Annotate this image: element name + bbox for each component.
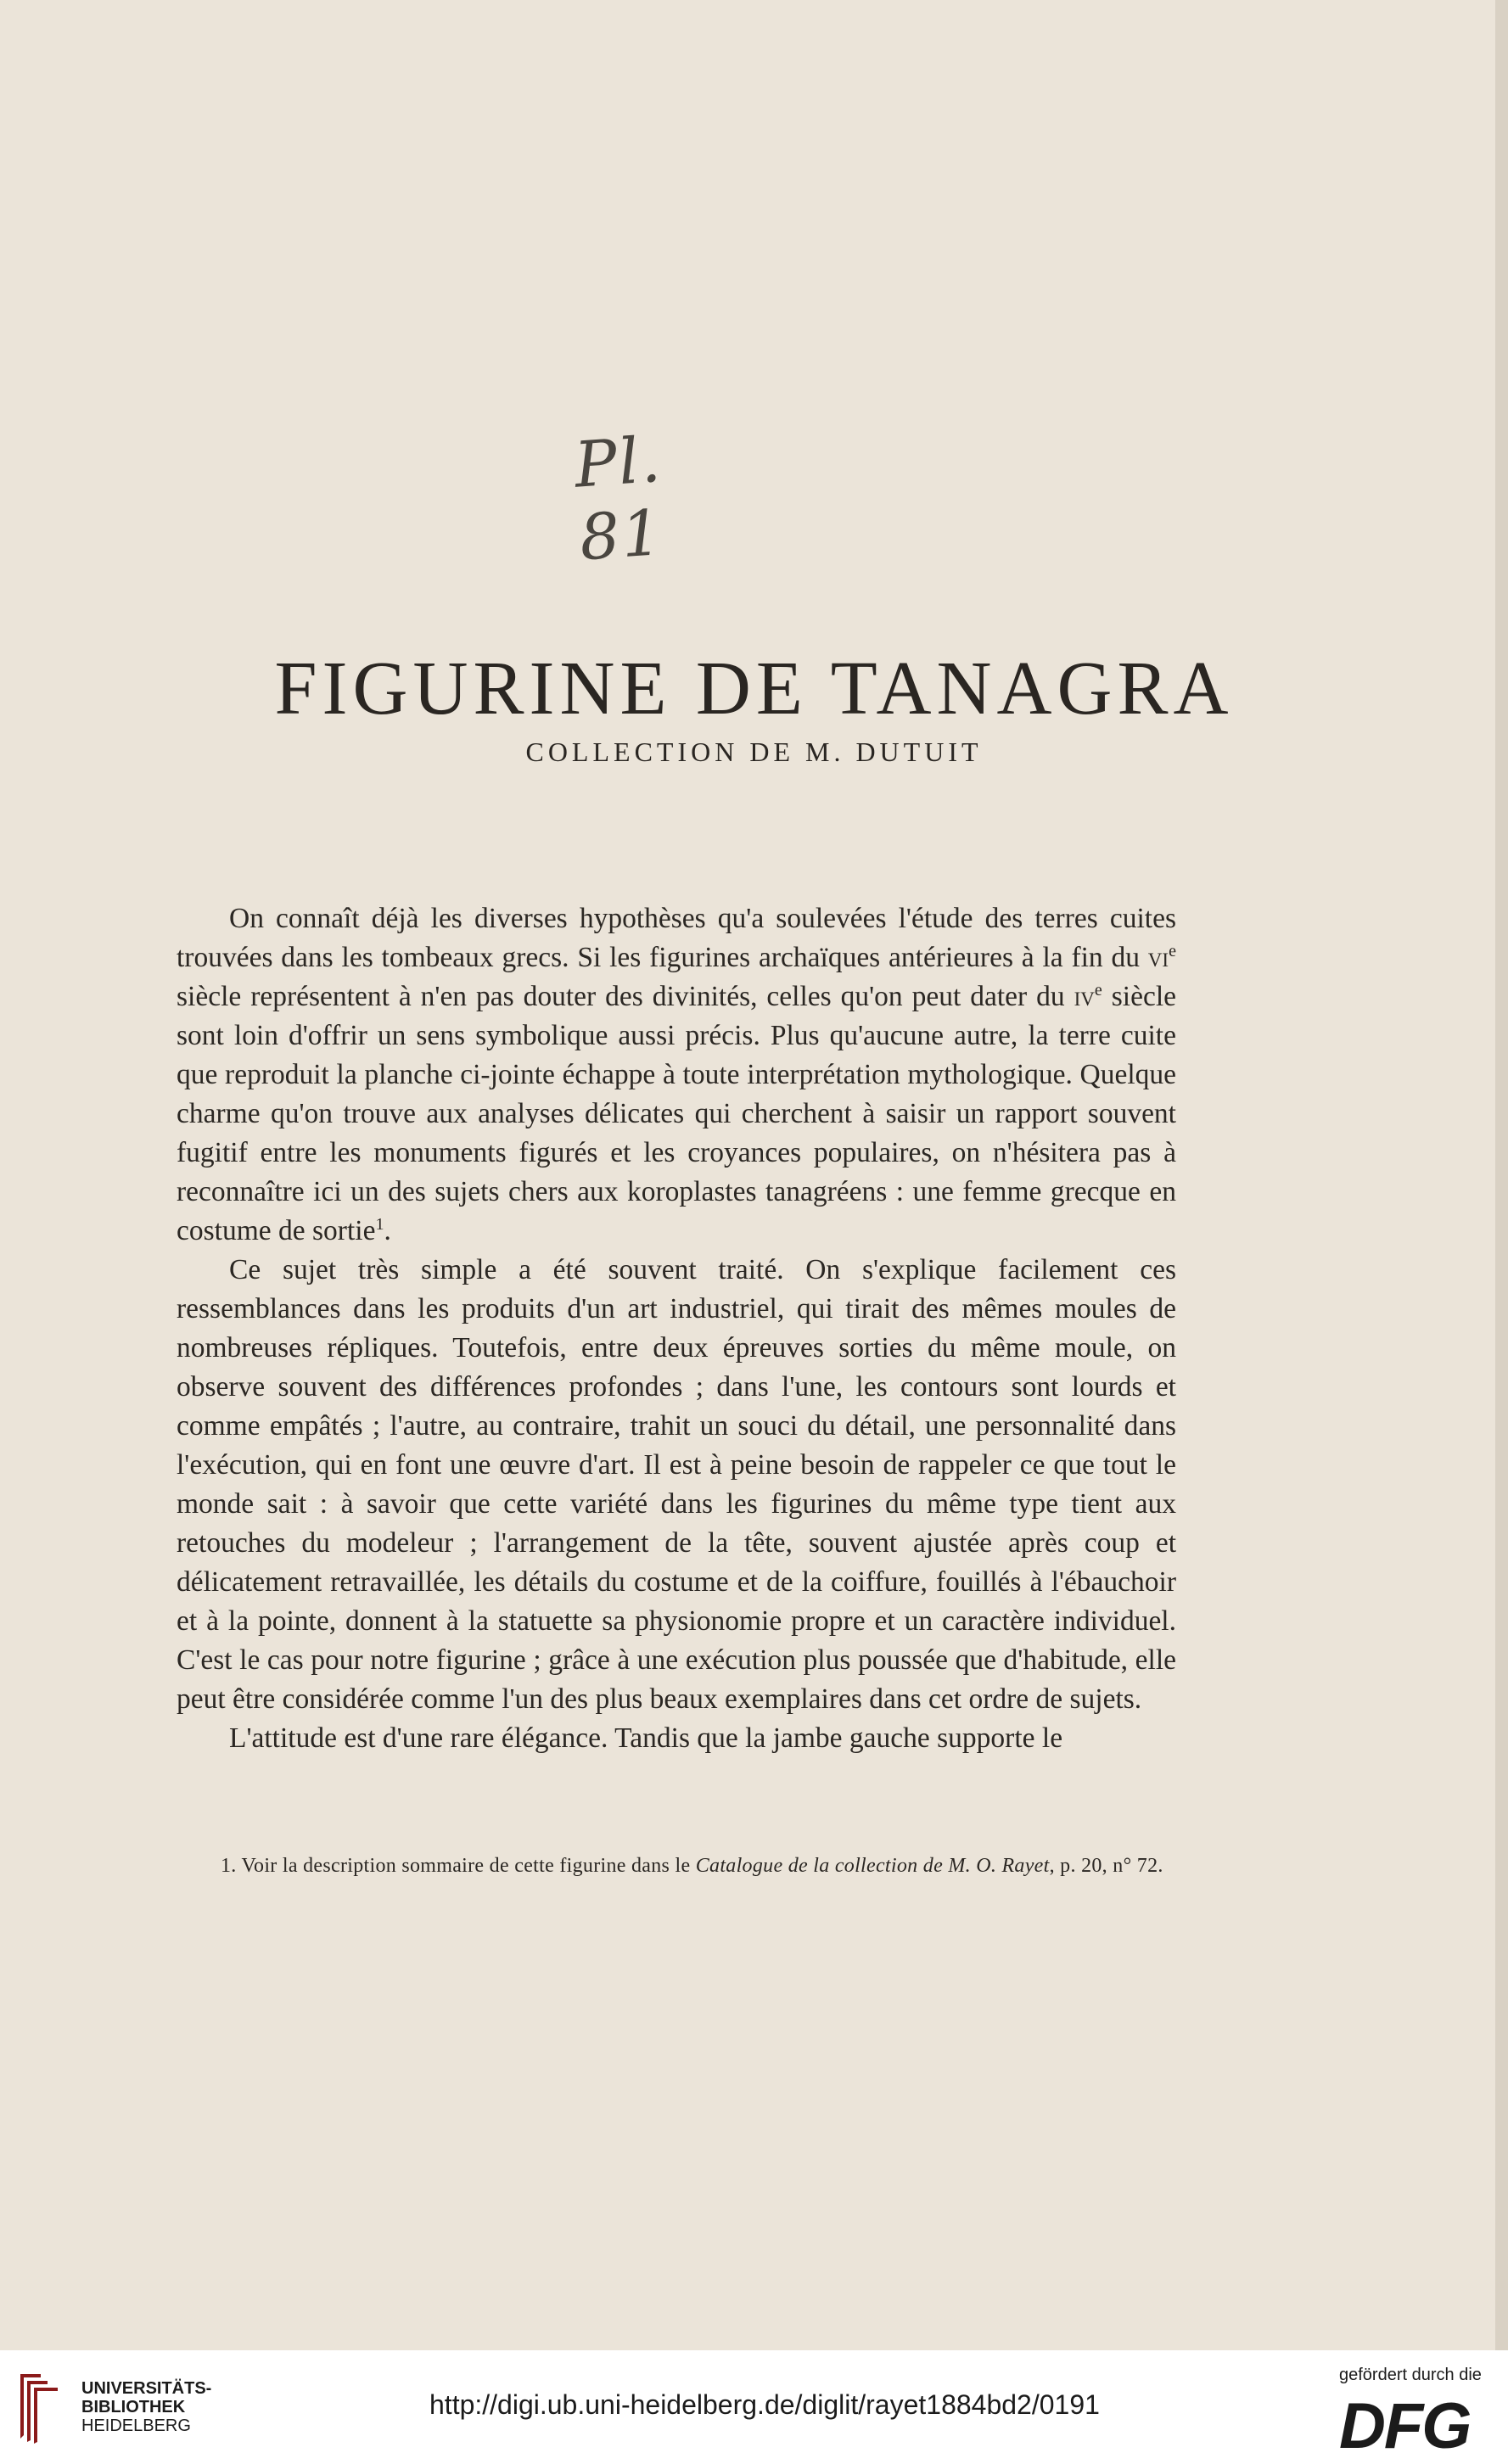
handwritten-plate-note: Pl. 81: [572, 423, 666, 575]
document-url-link[interactable]: http://digi.ub.uni-heidelberg.de/diglit/rayet1884bd2/0191: [429, 2389, 1100, 2420]
funding-caption: gefördert durch die: [1339, 2366, 1482, 2384]
library-name-line-2: BIBLIOTHEK: [81, 2398, 186, 2416]
century-vi-sup: e: [1169, 941, 1176, 960]
paragraph-1: [177, 899, 1176, 1251]
paragraph-1-end: .: [384, 1215, 391, 1246]
footnote-catalogue-title: Catalogue de la collection de M. O. Rayet: [695, 1855, 1050, 1877]
page-subtitle: COLLECTION DE M. DUTUIT: [525, 736, 983, 767]
dfg-logo: DFG: [1339, 2390, 1471, 2462]
article-body: [177, 899, 1176, 1758]
paragraph-2: Ce sujet très simple a été souvent traité. On s'explique facilement ces ressemblances dans les produits d'un art industriel, qui tirait des mêmes moules de nombreuses répliques. Toutefois, entre deux épreuves sorties du même moule, on observe souvent des différences profondes ; dans l'une, les contours sont lourds et comme empâtés ; l'autre, au contraire, trahit un souci du détail, une personnalité dans l'exécution, qui en font une œuvre d'art. Il est à peine besoin de rappeler ce que tout le monde sait : à savoir que cette variété dans les figurines du même type tient aux retouches du modeleur ; l'arrangement de la tête, souvent ajustée après coup et délicatement retravaillée, les détails du costume et de la coiffure, fouillés à l'ébauchoir et à la pointe, donnent à la statuette sa physionomie propre et un caractère individuel. C'est le cas pour notre figurine ; grâce à une exécution plus poussée que d'habitude, elle peut être considérée comme l'un des plus beaux exemplaires dans cet ordre de sujets.: [177, 1254, 1176, 1715]
paragraph-1-text-a: On connaît déjà les diverses hypothèses qu'a soulevées l'étude des terres cuites trouvées dans les tombeaux grecs. Si les figurines archaïques antérieures à la fin du: [177, 903, 1176, 973]
paragraph-1-text-b: siècle représentent à n'en pas douter des divinités, celles qu'on peut dater du: [177, 981, 1074, 1012]
heidelberg-library-logo-icon: [15, 2367, 64, 2445]
page-title: FIGURINE DE TANAGRA: [274, 647, 1234, 731]
footnote: [221, 1855, 1188, 1878]
page-edge: [1495, 0, 1508, 2350]
footnote-ref: 1: [375, 1214, 384, 1234]
century-iv-sup: e: [1094, 980, 1102, 1000]
century-vi: vi: [1147, 942, 1169, 973]
footnote-number: 1.: [221, 1855, 237, 1877]
paragraph-3: L'attitude est d'une rare élégance. Tandis que la jambe gauche supporte le: [229, 1722, 1063, 1754]
library-name-line-3: HEIDELBERG: [81, 2416, 191, 2435]
footnote-citation: , p. 20, n° 72.: [1049, 1855, 1163, 1877]
library-name-line-1: UNIVERSITÄTS-: [81, 2379, 212, 2398]
footnote-text: Voir la description sommaire de cette figurine dans le: [241, 1855, 696, 1877]
library-name: [81, 2379, 211, 2435]
digitization-footer: [0, 2350, 1508, 2464]
paragraph-1-text-c: siècle sont loin d'offrir un sens symbolique aussi précis. Plus qu'aucune autre, la terre cuite que reproduit la planche ci-jointe échappe à toute interprétation mythologique. Quelque charme qu'on trouve aux analyses délicates qui cherchent à saisir un rapport souvent fugitif entre les monuments figurés et les croyances populaires, on n'hésitera pas à reconnaître ici un des sujets chers aux koroplastes tanagréens : une femme grecque en costume de sortie: [177, 981, 1177, 1246]
century-iv: iv: [1074, 981, 1095, 1012]
